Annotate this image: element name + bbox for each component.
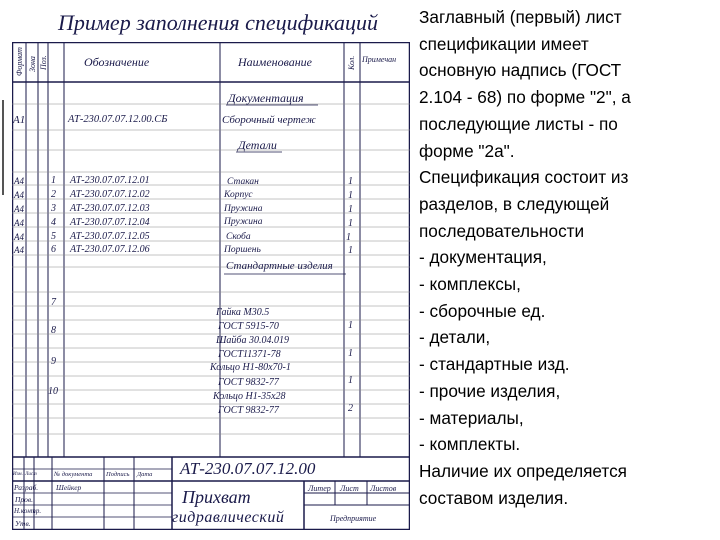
detail-designation: АТ-230.07.07.12.04 [70, 217, 150, 228]
detail-name: Пружина [224, 217, 263, 227]
text-line: - прочие изделия, [419, 380, 561, 401]
text-line: - сборочные ед. [419, 300, 546, 321]
sheet-label: Лист [340, 484, 359, 493]
standard-name: ГОСТ 9832-77 [218, 405, 279, 416]
text-line: основную надпись (ГОСТ [419, 60, 622, 81]
slide-title: Пример заполнения спецификаций [58, 10, 379, 35]
text-line: - комплексы, [419, 274, 521, 295]
text-line: - стандартные изд. [419, 354, 570, 375]
detail-name: Скоба [226, 232, 251, 242]
item-name-line1: Прихват [182, 487, 251, 507]
ncontr-label: Н.контр. [14, 507, 42, 515]
standard-pos: 9 [51, 356, 56, 367]
section-documentation: Документация [228, 91, 304, 105]
detail-pos: 4 [51, 217, 56, 228]
header-designation: Обозначение [84, 55, 150, 69]
detail-name: Стакан [227, 177, 259, 187]
detail-qty: 1 [348, 245, 353, 256]
assembly-name: Сборочный чертеж [222, 114, 316, 126]
text-line: - комплекты. [419, 434, 521, 455]
col-sign: Подпись [106, 471, 130, 478]
standard-qty: 2 [348, 403, 353, 414]
detail-format: А4 [14, 204, 24, 214]
detail-name: Корпус [224, 190, 253, 200]
header-qty: Кол. [347, 55, 356, 70]
detail-qty: 1 [348, 176, 353, 187]
detail-pos: 3 [51, 203, 56, 214]
left-margin-line [2, 100, 4, 195]
detail-name: Поршень [224, 245, 261, 255]
detail-designation: АТ-230.07.07.12.01 [70, 175, 150, 186]
text-line: Спецификация состоит из [419, 167, 629, 188]
section-details: Детали [238, 138, 277, 152]
detail-format: А4 [14, 176, 24, 186]
standard-name: ГОСТ11371-78 [218, 349, 281, 360]
standard-qty: 1 [348, 320, 353, 331]
razrab-label: Разраб. [14, 483, 39, 492]
text-line: - детали, [419, 327, 491, 348]
assembly-format: А1 [13, 114, 26, 126]
specification-sheet [12, 42, 410, 530]
col-date: Дата [137, 471, 153, 478]
col-doc: № документа [54, 471, 93, 478]
standard-pos: 7 [51, 297, 56, 308]
col-izm: Изм. [13, 472, 23, 477]
explanation-text [419, 4, 719, 511]
detail-format: А4 [14, 218, 24, 228]
detail-designation: АТ-230.07.07.12.06 [70, 244, 150, 255]
detail-qty: 1 [348, 218, 353, 229]
utv-label: Утв. [15, 519, 31, 528]
text-line: спецификации имеет [419, 33, 589, 54]
standard-name: ГОСТ 9832-77 [218, 377, 279, 388]
text-line: последующие листы - по [419, 113, 618, 134]
doc-number: АТ-230.07.07.12.00 [180, 459, 316, 478]
assembly-designation: АТ-230.07.07.12.00.СБ [68, 114, 168, 125]
standard-name: Кольцо Н1-80х70-1 [210, 362, 291, 373]
litera-label: Литер [308, 484, 331, 493]
col-list: Лист [25, 472, 37, 477]
razrab-name: Шейкер [56, 483, 82, 492]
detail-format: А4 [14, 190, 24, 200]
detail-format: А4 [14, 245, 24, 255]
text-line: Заглавный (первый) лист [419, 7, 622, 27]
detail-pos: 5 [51, 231, 56, 242]
text-line: последовательности [419, 220, 585, 241]
section-standard: Стандартные изделия [226, 260, 333, 272]
header-name: Наименование [238, 55, 313, 69]
detail-pos: 2 [51, 189, 56, 200]
detail-name: Пружина [224, 204, 263, 214]
text-line: 2.104 - 68) по форме "2", а [419, 87, 631, 108]
standard-qty: 1 [348, 375, 353, 386]
standard-name: Гайка М30.5 [216, 307, 270, 318]
detail-qty: 1 [346, 232, 351, 243]
detail-pos: 6 [51, 244, 56, 255]
text-line: разделов, в следующей [419, 193, 610, 214]
standard-pos: 10 [48, 386, 58, 397]
standard-name: Шайба 30.04.019 [216, 335, 289, 346]
text-line: форме "2а". [419, 140, 515, 161]
header-note: Примечан [362, 55, 397, 64]
standard-pos: 8 [51, 325, 56, 336]
enterprise-label: Предприятие [330, 514, 377, 523]
detail-designation: АТ-230.07.07.12.05 [70, 231, 150, 242]
header-pos: Поз. [39, 55, 48, 70]
detail-qty: 1 [348, 190, 353, 201]
item-name-line2: гидравлический [172, 509, 285, 526]
sheets-label: Листов [370, 484, 397, 493]
header-zone: Зона [28, 56, 37, 72]
detail-qty: 1 [348, 204, 353, 215]
text-line: Наличие их определяется [419, 460, 627, 481]
standard-name: Кольцо Н1-35х28 [213, 391, 286, 402]
detail-designation: АТ-230.07.07.12.03 [70, 203, 150, 214]
detail-pos: 1 [51, 175, 56, 186]
text-line: - документация, [419, 247, 547, 268]
standard-name: ГОСТ 5915-70 [218, 321, 279, 332]
text-line: составом изделия. [419, 487, 569, 508]
standard-qty: 1 [348, 348, 353, 359]
detail-designation: АТ-230.07.07.12.02 [70, 189, 150, 200]
header-format: Формат [15, 47, 24, 76]
text-line: - материалы, [419, 407, 524, 428]
detail-format: А4 [14, 232, 24, 242]
prov-label: Пров. [15, 495, 34, 504]
